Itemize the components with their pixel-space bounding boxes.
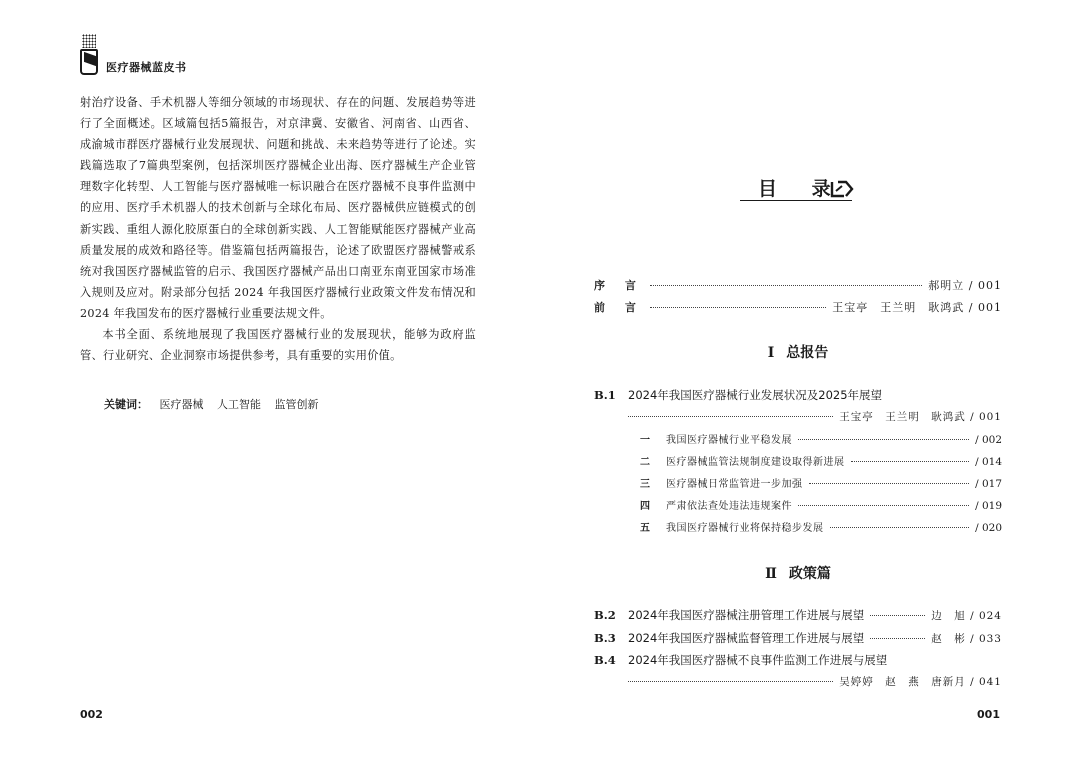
toc-front-row[interactable]: [594, 277, 1002, 295]
entry-code: B.1: [594, 388, 616, 402]
entry-title: 2024年我国医疗器械不良事件监测工作进展与展望: [628, 653, 888, 667]
dot-leader: [870, 615, 925, 616]
toc-title: 目 录: [758, 178, 845, 200]
section-title: 总报告: [786, 345, 829, 361]
subentry-number: 五: [640, 523, 650, 534]
subentry-title: 严肃依法查处违法违规案件: [666, 501, 792, 512]
right-page: [540, 0, 1080, 763]
keyword: 监管创新: [274, 398, 319, 411]
arrow-corner-icon: [830, 178, 854, 200]
toc-entry-continuation: [628, 674, 1002, 692]
entry-code: B.3: [594, 631, 616, 645]
subentry-number: 四: [640, 501, 650, 512]
entry-title: 2024年我国医疗器械监督管理工作进展与展望: [628, 631, 865, 645]
toc-author-page: 王宝亭 王兰明 耿鸿武 / 001: [832, 301, 1002, 314]
toc-subentry[interactable]: [640, 453, 1002, 471]
toc-author-page: 郝明立 / 001: [928, 279, 1002, 292]
entry-code: B.4: [594, 653, 616, 667]
body-paragraph: 射治疗设备、手术机器人等细分领域的市场现状、存在的问题、发展趋势等进行了全面概述。区域篇包括5篇报告，对京津冀、安徽省、河南省、山西省、成渝城市群医疗器械行业发展现状、问题和挑战、未来趋势等进行了论述。实践篇选取了7篇典型案例，包括深圳医疗器械企业出海、医疗器械生产企业管理数字化转型、人工智能与医疗器械唯一标识融合在医疗器械不良事件监测中的应用、医疗手术机器人的技术创新与全球化布局、医疗器械供应链模式的创新实践、重组人源化胶原蛋白的全球创新实践、人工智能赋能医疗器械产业高质量发展的成效和路径等。借鉴篇包括两篇报告，论述了欧盟医疗器械警戒系统对我国医疗器械监管的启示、我国医疗器械产品出口南亚东南亚国家市场准入规则及应对。附录部分包括 2024 年我国医疗器械行业政策文件发布情况和 2024 年我国发布的医疗器械行业重要法规文件。: [80, 96, 476, 320]
running-header-title: 医疗器械蓝皮书: [106, 61, 187, 74]
entry-title: 2024年我国医疗器械行业发展状况及2025年展望: [628, 388, 883, 402]
section-roman: Ⅰ: [767, 345, 775, 361]
toc-front-label: 前 言: [594, 301, 644, 314]
subentry-page: / 019: [975, 500, 1002, 512]
dot-leader: [830, 527, 970, 528]
toc-subentry[interactable]: [640, 475, 1002, 493]
dot-leader: [650, 307, 826, 308]
subentry-number: 三: [640, 479, 650, 490]
dot-leader: [851, 461, 970, 462]
bluebook-logo-icon: [80, 34, 102, 78]
page-number-left: 002: [80, 708, 103, 721]
keywords-label: 关键词：: [104, 398, 148, 411]
entry-title: 2024年我国医疗器械注册管理工作进展与展望: [628, 608, 865, 622]
toc-entry[interactable]: [594, 387, 1002, 405]
subentry-page: / 002: [975, 434, 1002, 446]
toc-entry[interactable]: [594, 607, 1002, 625]
subentry-number: 二: [640, 457, 650, 468]
entry-code: B.2: [594, 608, 616, 622]
subentry-title: 医疗器械监管法规制度建设取得新进展: [666, 457, 845, 468]
keywords-line: [104, 396, 329, 412]
subentry-title: 医疗器械日常监管进一步加强: [666, 479, 803, 490]
toc-entry[interactable]: [594, 630, 1002, 648]
entry-author-page: 吴婷婷 赵 燕 唐新月 / 041: [839, 676, 1002, 688]
toc-heading: [740, 172, 858, 204]
subentry-page: / 017: [975, 478, 1002, 490]
entry-author-page: 王宝亭 王兰明 耿鸿武 / 001: [839, 411, 1002, 423]
page-number-right: 001: [977, 708, 1000, 721]
section-heading: [594, 342, 1002, 362]
body-text: [80, 92, 476, 366]
section-title: 政策篇: [788, 566, 831, 582]
toc-entry-continuation: [628, 409, 1002, 427]
entry-author-page: 赵 彬 / 033: [931, 633, 1002, 645]
entry-author-page: 边 旭 / 024: [931, 610, 1002, 622]
dot-leader: [809, 483, 970, 484]
dot-leader: [650, 285, 922, 286]
subentry-number: 一: [640, 435, 650, 446]
section-roman: Ⅱ: [765, 566, 777, 582]
subentry-page: / 020: [975, 522, 1002, 534]
dot-leader: [798, 505, 969, 506]
toc-front-row[interactable]: [594, 299, 1002, 317]
toc-front-label: 序 言: [594, 279, 644, 292]
keyword: 医疗器械: [159, 398, 204, 411]
toc-subentry[interactable]: [640, 431, 1002, 449]
dot-leader: [628, 416, 833, 417]
toc-subentry[interactable]: [640, 497, 1002, 515]
toc-heading-rule: [740, 200, 852, 201]
subentry-page: / 014: [975, 456, 1002, 468]
section-heading: [594, 563, 1002, 583]
running-header: [80, 34, 187, 78]
keyword: 人工智能: [217, 398, 261, 411]
toc-subentry[interactable]: [640, 519, 1002, 537]
body-paragraph: 本书全面、系统地展现了我国医疗器械行业的发展现状，能够为政府监管、行业研究、企业洞察市场提供参考，具有重要的实用价值。: [80, 328, 476, 363]
dot-leader: [798, 439, 969, 440]
toc-entry[interactable]: [594, 652, 1002, 670]
subentry-title: 我国医疗器械行业平稳发展: [666, 435, 792, 446]
dot-leader: [628, 681, 833, 682]
dot-leader: [870, 638, 925, 639]
subentry-title: 我国医疗器械行业将保持稳步发展: [666, 523, 824, 534]
